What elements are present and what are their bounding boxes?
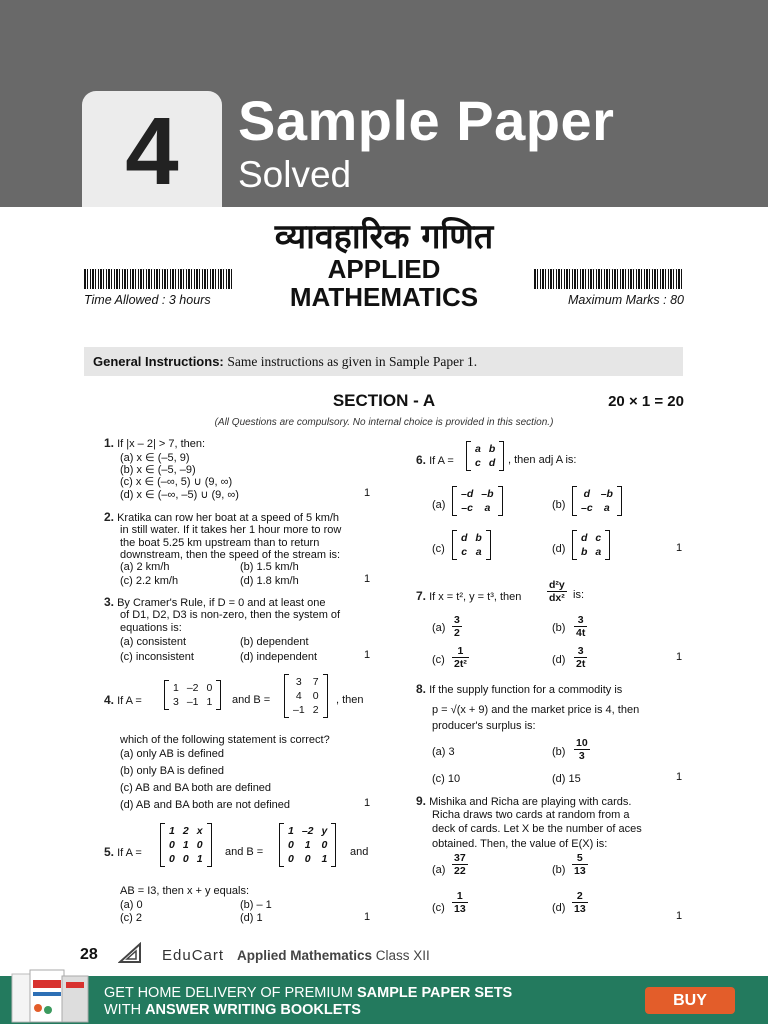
matrix-cell: 0 [169, 853, 175, 865]
option-d: (d) 15 [552, 773, 581, 785]
fraction-numerator: 5 [572, 852, 588, 865]
question-line: of D1, D2, D3 is non-zero, then the system of [120, 609, 341, 621]
option-d-fraction [574, 645, 587, 670]
brand-logo: EduCart [162, 947, 225, 964]
matrix-cell: 7 [312, 676, 319, 688]
option-c: (c) 2 [120, 912, 142, 924]
matrix-a [164, 680, 221, 710]
promo-text: WITH [104, 1002, 146, 1018]
fraction-denominator: 13 [454, 903, 466, 915]
set-square-icon [118, 942, 144, 964]
option-d: (d) x ∈ (–∞, –5) ∪ (9, ∞) [120, 489, 239, 501]
matrix-cell: a [603, 502, 610, 514]
matrix-cell: 2 [312, 704, 319, 716]
matrix-cell: x [196, 825, 203, 837]
fraction-denominator: 13 [574, 903, 586, 915]
paper-number: 4 [125, 98, 179, 205]
matrix-cell: d [461, 532, 468, 544]
matrix-cell: –1 [293, 704, 305, 716]
matrix-cell: 1 [288, 825, 294, 837]
option-d: (d) AB and BA both are not defined [120, 799, 291, 811]
instructions-label: General Instructions: [93, 354, 224, 369]
promo-text: GET HOME DELIVERY OF PREMIUM [104, 985, 357, 1001]
question-line: downstream, then the speed of the stream is: [120, 549, 341, 561]
fraction-denominator: 2 [454, 627, 460, 639]
option-d-label: (d) [552, 543, 566, 555]
question-mark: 1 [364, 649, 371, 661]
option-a-matrix [452, 486, 503, 516]
question-number: 9. [416, 794, 427, 808]
question-line: Richa draws two cards at random from a [432, 809, 630, 821]
option-a: (a) 2 km/h [120, 561, 170, 573]
option-a: (a) consistent [120, 636, 187, 648]
derivative-fraction [547, 579, 567, 604]
question-1 [104, 437, 205, 451]
matrix-cell: 0 [196, 839, 203, 851]
fraction-denominator: 3 [578, 750, 585, 762]
matrix-cell: 1 [169, 825, 175, 837]
option-d: (d) 1.8 km/h [240, 575, 299, 587]
question-3 [104, 596, 326, 610]
option-a: (a) 0 [120, 899, 143, 911]
option-a-fraction [452, 614, 462, 639]
question-text: is: [573, 589, 584, 601]
matrix-cell: a [595, 546, 602, 558]
question-text: and B = [225, 846, 264, 858]
question-mark: 1 [676, 771, 683, 783]
matrix-cell: d [581, 532, 588, 544]
option-b-label: (b) [552, 622, 566, 634]
fraction-numerator: 3 [454, 614, 460, 626]
matrix-cell: 3 [295, 676, 302, 688]
instructions-text: Same instructions as given in Sample Paper 1. [227, 354, 478, 369]
option-b-fraction [574, 737, 590, 762]
option-b-label: (b) [552, 864, 566, 876]
question-line: producer's surplus is: [432, 720, 536, 732]
section-note: (All Questions are compulsory. No internal choice is provided in this section.) [214, 417, 554, 428]
fraction-denominator: 2t² [454, 658, 467, 670]
maximum-marks: Maximum Marks : 80 [568, 293, 684, 307]
matrix-cell: 2 [182, 825, 189, 837]
matrix-cell: 1 [321, 853, 328, 865]
option-d: (d) independent [240, 651, 318, 663]
matrix-cell: a [484, 502, 491, 514]
option-d-label: (d) [552, 902, 566, 914]
question-text: If A = [117, 695, 142, 707]
option-b-label: (b) [552, 746, 566, 758]
subject-line1: APPLIED [327, 254, 441, 284]
matrix-cell: 0 [206, 682, 213, 694]
question-stem: If x = t², y = t³, then [429, 591, 522, 603]
matrix-cell: –d [461, 488, 474, 500]
book-subject: Applied Mathematics [237, 948, 373, 963]
option-b-matrix [572, 486, 622, 516]
matrix-cell: 0 [182, 853, 189, 865]
matrix-b [279, 823, 336, 867]
question-number: 1. [104, 436, 115, 450]
question-line: obtained. Then, the value of E(X) is: [432, 838, 608, 850]
question-line: in still water. If it takes her 1 hour more to row [120, 524, 342, 536]
question-line: Mishika and Richa are playing with cards. [429, 796, 632, 808]
question-9 [416, 795, 631, 809]
matrix-cell: 1 [182, 839, 189, 851]
fraction-denominator: dx² [549, 592, 565, 604]
fraction-numerator: 1 [452, 645, 469, 658]
matrix-cell: 1 [206, 696, 213, 708]
matrix-cell: c [461, 546, 468, 558]
matrix-cell: d [583, 488, 591, 500]
barcode-right-icon [534, 269, 684, 289]
paper-number-box [82, 91, 222, 207]
books-image-icon [8, 968, 96, 1024]
question-2 [104, 511, 339, 525]
option-b-fraction [572, 852, 588, 877]
option-c: (c) inconsistent [120, 651, 194, 663]
matrix-a [466, 441, 504, 471]
question-text: and [350, 846, 369, 858]
matrix-cell: 1 [196, 853, 203, 865]
question-mark: 1 [676, 651, 683, 663]
section-marks: 20 × 1 = 20 [608, 393, 684, 410]
option-b: (b) 1.5 km/h [240, 561, 299, 573]
subject-hindi: व्यावहारिक गणित [274, 217, 494, 257]
matrix-b [284, 674, 328, 718]
matrix-cell: 0 [312, 690, 319, 702]
question-line: If the supply function for a commodity is [429, 684, 623, 696]
matrix-cell: y [321, 825, 328, 837]
matrix-cell: 4 [295, 690, 302, 702]
option-b-fraction [574, 614, 587, 639]
matrix-cell: c [595, 532, 602, 544]
matrix-cell: 0 [304, 853, 311, 865]
option-c: (c) AB and BA both are defined [120, 782, 272, 794]
option-d: (d) 1 [240, 912, 263, 924]
matrix-cell: 0 [288, 839, 294, 851]
promo-highlight: SAMPLE PAPER SETS [357, 985, 513, 1001]
fraction-numerator: 1 [452, 890, 468, 903]
matrix-cell: b [475, 532, 482, 544]
option-a-label: (a) [432, 622, 446, 634]
option-c: (c) 2.2 km/h [120, 575, 179, 587]
fraction-denominator: 4t [576, 627, 586, 639]
matrix-cell: –c [581, 502, 593, 514]
question-5 [104, 846, 142, 860]
subject-line2: MATHEMATICS [289, 282, 479, 312]
option-c: (c) 10 [432, 773, 461, 785]
question-stem: If |x – 2| > 7, then: [117, 438, 206, 450]
option-b-label: (b) [552, 499, 566, 511]
fraction-numerator: 3 [574, 614, 587, 627]
question-number: 3. [104, 595, 115, 609]
matrix-cell: b [581, 546, 588, 558]
option-c-fraction [452, 645, 469, 670]
buy-button[interactable]: BUY [645, 987, 735, 1014]
fraction-numerator: 2 [572, 890, 588, 903]
question-mark: 1 [364, 487, 371, 499]
option-a-label: (a) [432, 499, 446, 511]
option-c: (c) x ∈ (–∞, 5) ∪ (9, ∞) [120, 476, 233, 488]
matrix-cell: 1 [304, 839, 311, 851]
option-a: (a) x ∈ (–5, 9) [120, 452, 190, 464]
option-a: (a) 3 [432, 746, 455, 758]
question-line: AB = I3, then x + y equals: [120, 885, 250, 897]
promo-line1 [104, 985, 512, 1001]
question-line: the boat 5.25 km upstream than to return [120, 537, 320, 549]
fraction-denominator: 13 [574, 865, 586, 877]
question-mark: 1 [676, 910, 683, 922]
matrix-a [160, 823, 212, 867]
question-number: 7. [416, 589, 427, 603]
matrix-cell: 0 [169, 839, 175, 851]
option-b: (b) – 1 [240, 899, 272, 911]
question-text: If A = [429, 455, 454, 467]
matrix-cell: 1 [173, 682, 179, 694]
book-class: Class XII [375, 948, 430, 963]
question-line: p = √(x + 9) and the market price is 4, then [432, 704, 640, 716]
promo-highlight: ANSWER WRITING BOOKLETS [145, 1002, 361, 1018]
option-c-matrix [452, 530, 491, 560]
question-4 [104, 694, 142, 708]
matrix-cell: –c [461, 502, 473, 514]
question-mark: 1 [676, 542, 683, 554]
option-d-label: (d) [552, 654, 566, 666]
option-b: (b) only BA is defined [120, 765, 224, 777]
question-number: 8. [416, 682, 427, 696]
question-line: By Cramer's Rule, if D = 0 and at least one [117, 597, 326, 609]
option-a-label: (a) [432, 864, 446, 876]
option-d-matrix [572, 530, 610, 560]
page-number: 28 [80, 946, 98, 963]
option-a: (a) only AB is defined [120, 748, 224, 760]
option-c-label: (c) [432, 902, 445, 914]
question-6 [416, 454, 454, 468]
question-line: Kratika can row her boat at a speed of 5 km/h [117, 512, 340, 524]
matrix-cell: –b [600, 488, 613, 500]
matrix-cell: 0 [288, 853, 294, 865]
question-mark: 1 [364, 911, 371, 923]
promo-line2 [104, 1002, 361, 1018]
question-text: and B = [232, 694, 271, 706]
matrix-cell: 0 [321, 839, 328, 851]
book-title [237, 948, 430, 963]
question-number: 5. [104, 845, 115, 859]
fraction-numerator: 3 [574, 645, 587, 658]
question-number: 4. [104, 693, 115, 707]
matrix-cell: –2 [186, 682, 199, 694]
question-8 [416, 683, 622, 697]
fraction-numerator: 10 [576, 737, 588, 749]
question-mark: 1 [364, 797, 371, 809]
question-7 [416, 590, 521, 604]
matrix-cell: –1 [186, 696, 199, 708]
question-text: , then adj A is: [508, 454, 577, 466]
question-line: which of the following statement is correct? [120, 734, 330, 746]
fraction-denominator: 22 [454, 865, 466, 877]
matrix-cell: 3 [173, 696, 179, 708]
option-b: (b) x ∈ (–5, –9) [120, 464, 196, 476]
question-text: If A = [117, 847, 142, 859]
time-allowed: Time Allowed : 3 hours [84, 293, 211, 307]
barcode-left-icon [84, 269, 234, 289]
option-c-label: (c) [432, 654, 445, 666]
question-number: 6. [416, 453, 427, 467]
fraction-denominator: 2t [576, 658, 586, 670]
section-title: SECTION - A [332, 391, 436, 410]
fraction-numerator: d²y [549, 579, 565, 591]
option-c-label: (c) [432, 543, 445, 555]
fraction-numerator: 37 [454, 852, 466, 864]
option-c-fraction [452, 890, 468, 915]
question-mark: 1 [364, 573, 371, 585]
page-title: Sample Paper [238, 89, 615, 152]
option-b: (b) dependent [240, 636, 309, 648]
matrix-cell: d [488, 457, 496, 469]
question-line: equations is: [120, 622, 182, 634]
matrix-cell: c [475, 457, 481, 469]
matrix-cell: a [475, 443, 481, 455]
matrix-cell: –2 [301, 825, 314, 837]
option-d-fraction [572, 890, 588, 915]
matrix-cell: –b [481, 488, 494, 500]
question-line: deck of cards. Let X be the number of aces [432, 823, 642, 835]
question-text: , then [336, 694, 364, 706]
general-instructions [84, 347, 683, 376]
matrix-cell: b [488, 443, 496, 455]
question-number: 2. [104, 510, 115, 524]
option-a-fraction [452, 852, 468, 877]
page-subtitle: Solved [238, 154, 352, 195]
matrix-cell: a [475, 546, 482, 558]
